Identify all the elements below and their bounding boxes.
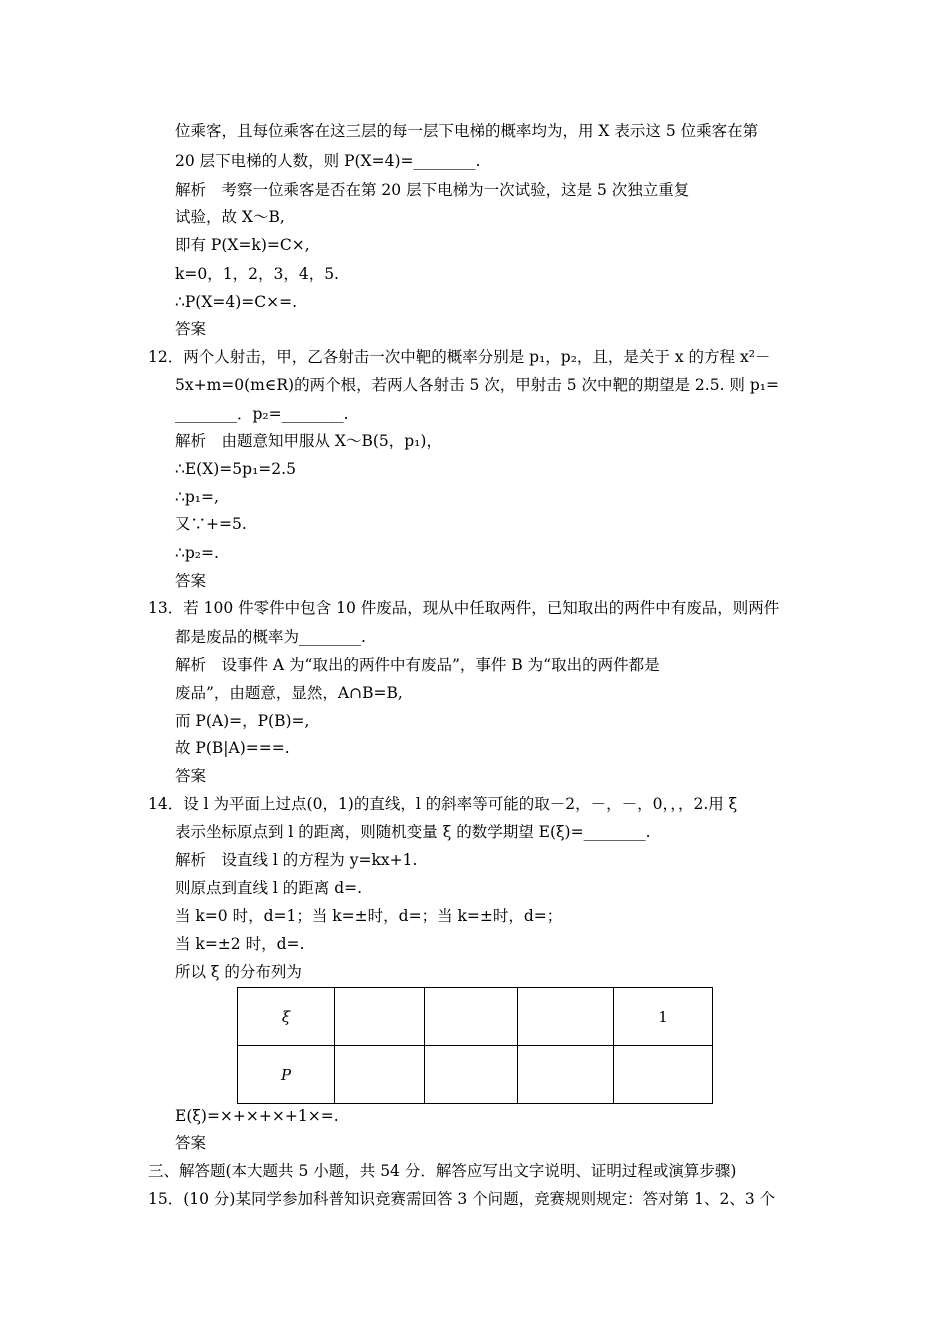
- text-line: 所以 ξ 的分布列为: [175, 963, 302, 981]
- text-line: 解析 考察一位乘客是否在第 20 层下电梯为一次试验，这是 5 次独立重复: [175, 181, 690, 199]
- text-line: ________．p₂=________.: [175, 405, 349, 423]
- text-line: ∴P(X=4)=C×=.: [175, 293, 298, 311]
- text-line: 故 P(B|A)===.: [175, 739, 290, 757]
- answer-label: 答案: [175, 320, 207, 338]
- table-cell: P: [238, 1046, 335, 1104]
- text-line: 都是废品的概率为________.: [175, 628, 366, 646]
- text-line: 当 k=±2 时，d=.: [175, 935, 305, 953]
- question-12: 12．两个人射击，甲，乙各射击一次中靶的概率分别是 p₁，p₂，且，是关于 x 的方程 x²－: [148, 348, 771, 366]
- text-line: 又∵+=5.: [175, 515, 247, 533]
- answer-label: 答案: [175, 572, 207, 590]
- table-cell: [335, 988, 425, 1046]
- table-cell: 1: [614, 988, 713, 1046]
- question-14: 14．设 l 为平面上过点(0，1)的直线，l 的斜率等可能的取－2，－，－，0，，，2.用 ξ: [148, 795, 738, 813]
- text-line: 即有 P(X=k)=C×,: [175, 236, 310, 254]
- table-cell: [518, 988, 614, 1046]
- text-line: 解析 设事件 A 为“取出的两件中有废品”，事件 B 为“取出的两件都是: [175, 656, 660, 674]
- question-15: 15．(10 分)某同学参加科普知识竞赛需回答 3 个问题，竞赛规则规定：答对第 1、2、3 个: [148, 1190, 776, 1208]
- text-line: 则原点到直线 l 的距离 d=.: [175, 879, 363, 897]
- text-line: 废品”，由题意，显然，A∩B=B,: [175, 684, 403, 702]
- answer-label: 答案: [175, 1134, 207, 1152]
- table-cell: [335, 1046, 425, 1104]
- text-line: 当 k=0 时，d=1；当 k=±时，d=；当 k=±时，d=；: [175, 907, 563, 925]
- text-line: 表示坐标原点到 l 的距离，则随机变量 ξ 的数学期望 E(ξ)=________.: [175, 823, 651, 841]
- section-heading: 三、解答题(本大题共 5 小题，共 54 分．解答应写出文字说明、证明过程或演算步骤): [148, 1162, 737, 1180]
- text-line: 解析 由题意知甲服从 X～B(5，p₁)，: [175, 432, 442, 450]
- distribution-table: [237, 987, 713, 1104]
- table-cell: [425, 988, 518, 1046]
- question-13: 13．若 100 件零件中包含 10 件废品，现从中任取两件，已知取出的两件中有废品，则两件: [148, 599, 780, 617]
- table-cell: [614, 1046, 713, 1104]
- table-cell: [518, 1046, 614, 1104]
- table-cell: [425, 1046, 518, 1104]
- table-row: [238, 1046, 713, 1104]
- text-line: 20 层下电梯的人数，则 P(X=4)=________.: [175, 152, 481, 170]
- table-cell: ξ: [238, 988, 335, 1046]
- text-line: 解析 设直线 l 的方程为 y=kx+1.: [175, 851, 418, 869]
- answer-label: 答案: [175, 767, 207, 785]
- text-line: 5x+m=0(m∈R)的两个根，若两人各射击 5 次，甲射击 5 次中靶的期望是 2.5. 则 p₁=: [175, 376, 779, 394]
- text-line: 而 P(A)=，P(B)=,: [175, 712, 310, 730]
- text-line: ∴p₂=.: [175, 544, 219, 562]
- table-row: [238, 988, 713, 1046]
- text-line: k=0，1，2，3，4，5.: [175, 265, 339, 283]
- text-line: E(ξ)=×+×+×+1×=.: [175, 1107, 339, 1125]
- text-line: 位乘客，且每位乘客在这三层的每一层下电梯的概率均为，用 X 表示这 5 位乘客在第: [175, 122, 759, 140]
- text-line: ∴E(X)=5p₁=2.5: [175, 460, 296, 478]
- text-line: ∴p₁=,: [175, 488, 219, 506]
- text-line: 试验，故 X～B,: [175, 208, 285, 226]
